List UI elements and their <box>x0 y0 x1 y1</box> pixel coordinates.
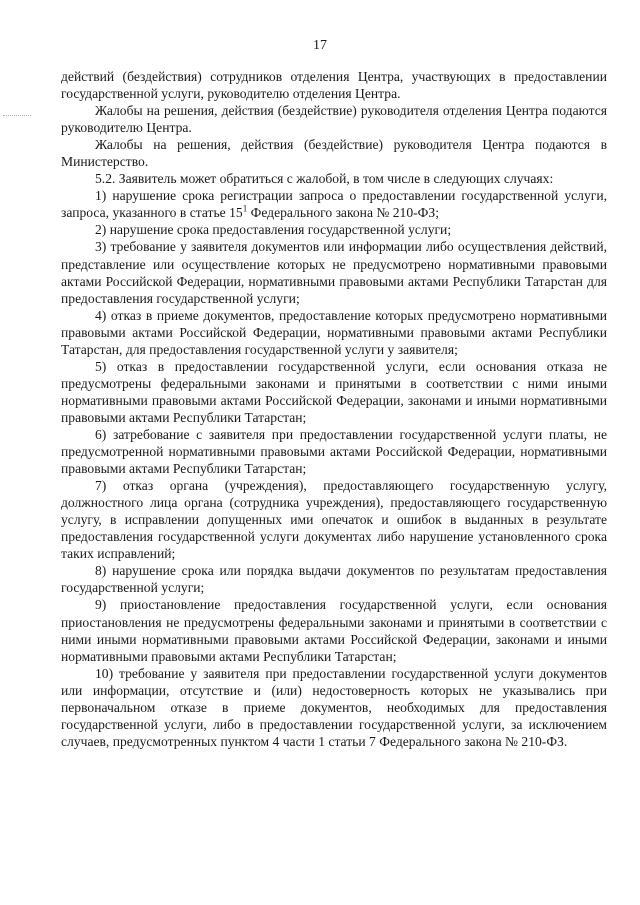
document-body <box>61 68 607 750</box>
paragraph: Жалобы на решения, действия (бездействие) руководителя отделения Центра подаются руководителю Центра. <box>61 103 607 136</box>
item-1-superscript: 1 <box>242 203 248 214</box>
paragraph-item-1 <box>61 187 607 221</box>
paragraph: Жалобы на решения, действия (бездействие) руководителя Центра подаются в Министерство. <box>61 137 607 170</box>
paragraph: 3) требование у заявителя документов или информации либо осуществления действий, представление или осуществление которых не предусмотрено нормативными правовыми актами Российской Федерации, нормативными правовыми актами Республики Татарстан для предоставления государственной услуги; <box>61 239 607 306</box>
paragraph: 9) приостановление предоставления государственной услуги, если основания приостановления не предусмотрены федеральными законами и принятыми в соответствии с ними иными нормативными правовыми актами Российской Федерации, законами и иными нормативными правовыми актами Республики Татарстан; <box>61 597 607 664</box>
margin-mark <box>3 115 31 117</box>
paragraph: 10) требование у заявителя при предоставлении государственной услуги документов или информации, отсутствие и (или) недостоверность которых не указывались при первоначальном отказе в приеме документов, необходимых для предоставления государственной услуги, либо в предоставлении государственной услуги, за исключением случаев, предусмотренных пунктом 4 части 1 статьи 7 Федерального закона № 210-ФЗ. <box>61 665 607 749</box>
item-1-text-end: Федерального закона № 210-ФЗ; <box>247 205 439 221</box>
paragraph: 5) отказ в предоставлении государственной услуги, если основания отказа не предусмотрены федеральными законами и принятыми в соответствии с ними иными нормативными правовыми актами Российской Федерации, законами и иными нормативными правовыми актами Республики Татарстан; <box>61 358 607 425</box>
paragraph: 7) отказ органа (учреждения), предоставляющего государственную услугу, должностного лица органа (сотрудника учреждения), предоставляющего государственную услугу, в исправлении допущенных ими опечаток и ошибок в выданных в результате предоставления государственной услуги документах либо нарушение установленного срока таких исправлений; <box>61 478 607 562</box>
paragraph: 2) нарушение срока предоставления государственной услуги; <box>95 222 452 238</box>
paragraph: 6) затребование с заявителя при предоставлении государственной услуги платы, не предусмотренной нормативными правовыми актами Российской Федерации, нормативными правовыми актами Республики Татарстан; <box>61 426 607 477</box>
paragraph: 4) отказ в приеме документов, предоставление которых предусмотрено нормативными правовыми актами Российской Федерации, нормативными правовыми актами Республики Татарстан, для предоставления государственной услуги у заявителя; <box>61 307 607 357</box>
item-1-text: 1) нарушение срока регистрации запроса о предоставлении государственной услуги, запроса, указанного в статье 15 <box>61 188 607 221</box>
paragraph: 8) нарушение срока или порядка выдачи документов по результатам предоставления государственной услуги; <box>61 563 607 596</box>
paragraph: действий (бездействия) сотрудников отделения Центра, участвующих в предоставлении государственной услуги, руководителю отделения Центра. <box>61 69 607 102</box>
paragraph: 5.2. Заявитель может обратиться с жалобой, в том числе в следующих случаях: <box>95 171 554 187</box>
page-number: 17 <box>313 38 327 53</box>
